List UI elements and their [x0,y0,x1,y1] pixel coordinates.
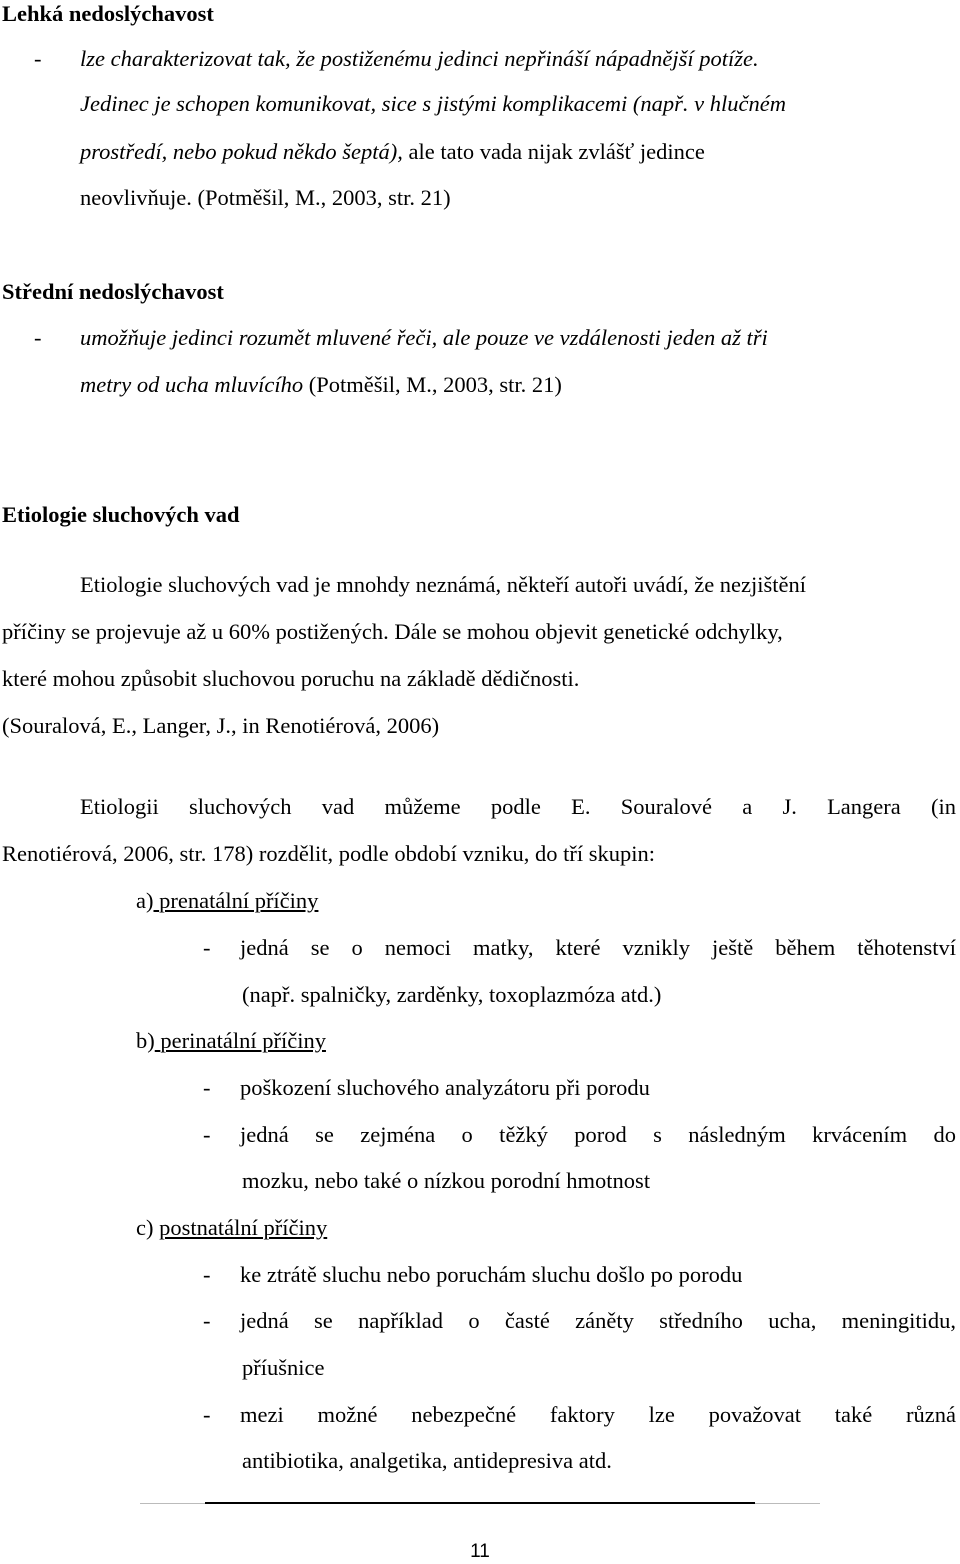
page-number: 11 [470,1541,490,1562]
heading-stredni: Střední nedoslýchavost [2,279,224,304]
lehka-line-4: neovlivňuje. (Potměšil, M., 2003, str. 21) [80,185,451,210]
group-c-item-2-line-1: jedná se například o časté záněty středního ucha, meningitidu, [240,1308,956,1333]
etiologie-p2-line-1: Etiologii sluchových vad můžeme podle E. Souralové a J. Langera (in [80,794,956,819]
etiologie-p1-line-4: (Souralová, E., Langer, J., in Renotiérová, 2006) [2,713,440,738]
etiologie-p1-line-1: Etiologie sluchových vad je mnohdy neznámá, někteří autoři uvádí, že nezjištění [80,572,807,597]
group-a-title: prenatální příčiny [159,888,319,913]
group-c-item-3-line-2: antibiotika, analgetika, antidepresiva atd. [242,1448,612,1473]
etiologie-p2-line-2: Renotiérová, 2006, str. 178) rozdělit, podle období vzniku, do tří skupin: [2,841,656,866]
group-c-item-2-line-2: příušnice [242,1355,325,1380]
group-c-letter: c) [136,1215,154,1240]
stredni-line-2 [80,371,562,399]
group-b-item-2-line-2: mozku, nebo také o nízkou porodní hmotnost [242,1168,651,1193]
bullet-dash: - [34,46,42,71]
stredni-line-2-italic: metry od ucha mluvícího [80,372,304,397]
group-c-item-1-line-1: ke ztrátě sluchu nebo poruchám sluchu došlo po porodu [240,1262,743,1287]
footer-rule [205,1502,755,1504]
stredni-line-1: umožňuje jedinci rozumět mluvené řeči, ale pouze ve vzdálenosti jeden až tři [80,325,768,350]
lehka-line-3 [80,138,705,166]
group-c-header [136,1214,327,1242]
lehka-line-2: Jedinec je schopen komunikovat, sice s jistými komplikacemi (např. v hlučném [80,91,787,116]
group-a-header [136,887,318,915]
group-b-title: perinatální příčiny [160,1028,326,1053]
etiologie-p1-line-2: příčiny se projevuje až u 60% postižených. Dále se mohou objevit genetické odchylky, [2,619,783,644]
stredni-line-2-rest: (Potměšil, M., 2003, str. 21) [303,372,562,397]
bullet-dash: - [203,1308,211,1333]
bullet-dash: - [34,325,42,350]
bullet-dash: - [203,935,211,960]
lehka-line-3-rest: ale tato vada nijak zvlášť jedince [402,139,705,164]
group-a-item-1-line-2: (např. spalničky, zarděnky, toxoplazmóza atd.) [242,982,662,1007]
group-a-item-1-line-1: jedná se o nemoci matky, které vznikly ještě během těhotenství [240,935,956,960]
lehka-text-1: lze charakterizovat tak, že postiženému jedinci nepřináší nápadnější potíže. [80,46,759,71]
heading-etiologie: Etiologie sluchových vad [2,502,240,527]
group-b-item-1-line-1: poškození sluchového analyzátoru při porodu [240,1075,650,1100]
group-b-letter: b) [136,1028,155,1053]
etiologie-p1-line-3: které mohou způsobit sluchovou poruchu na základě dědičnosti. [2,666,580,691]
group-c-title: postnatální příčiny [159,1215,328,1240]
bullet-dash: - [203,1262,211,1287]
group-a-letter: a) [136,888,154,913]
group-b-header [136,1027,326,1055]
lehka-line-3-italic: prostředí, nebo pokud někdo šeptá), [80,139,403,164]
bullet-dash: - [203,1402,211,1427]
lehka-line-1 [80,45,759,73]
bullet-dash: - [203,1122,211,1147]
heading-lehka: Lehká nedoslýchavost [2,1,214,26]
group-c-item-3-line-1: mezi možné nebezpečné faktory lze považovat také různá [240,1402,956,1427]
bullet-dash: - [203,1075,211,1100]
group-b-item-2-line-1: jedná se zejména o těžký porod s následným krvácením do [240,1122,956,1147]
